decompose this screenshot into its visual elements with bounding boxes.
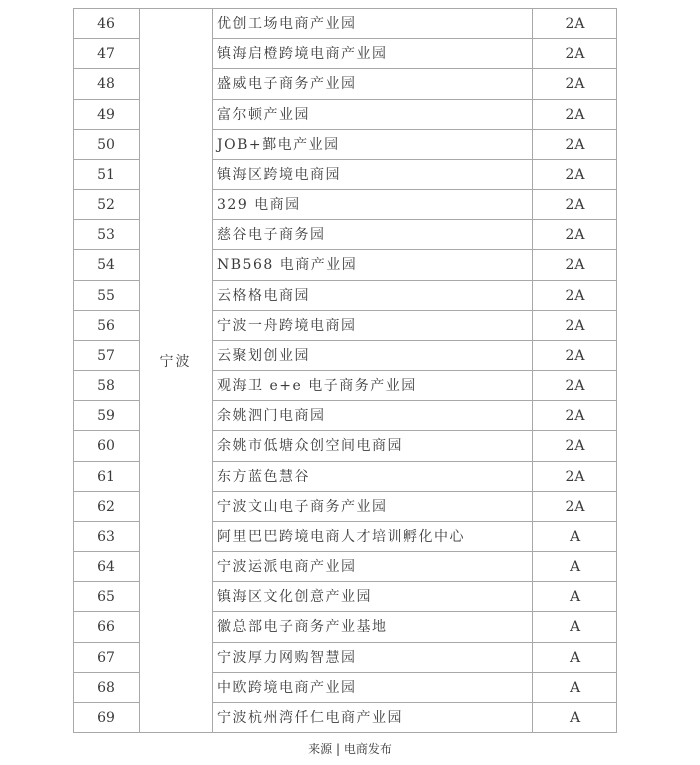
park-grade: 2A xyxy=(565,499,585,515)
park-grade: 2A xyxy=(565,197,585,213)
park-name: 云格格电商园 xyxy=(217,288,310,304)
park-grade: A xyxy=(569,619,581,635)
park-grade: 2A xyxy=(565,137,585,153)
park-grade: 2A xyxy=(565,76,585,92)
source-label: 来源 xyxy=(308,742,333,756)
park-grade: A xyxy=(569,589,581,605)
park-name: 盛威电子商务产业园 xyxy=(217,76,357,92)
row-number: 50 xyxy=(97,137,115,153)
row-number: 56 xyxy=(97,318,115,334)
source-separator: | xyxy=(335,742,341,756)
park-name: 宁波文山电子商务产业园 xyxy=(217,499,388,515)
row-number: 60 xyxy=(97,438,115,454)
park-grade: 2A xyxy=(565,46,585,62)
park-grade: 2A xyxy=(565,107,585,123)
row-number: 62 xyxy=(97,499,115,515)
park-name: 余姚市低塘众创空间电商园 xyxy=(217,438,403,454)
park-name: 观海卫 e+e 电子商务产业园 xyxy=(217,378,417,394)
park-name: 阿里巴巴跨境电商人才培训孵化中心 xyxy=(217,529,465,545)
park-name: 东方蓝色慧谷 xyxy=(217,469,310,485)
source-caption xyxy=(0,740,700,757)
row-number: 67 xyxy=(97,650,115,666)
row-number: 66 xyxy=(97,619,115,635)
row-number: 59 xyxy=(97,408,115,424)
city-cell: 宁波 xyxy=(159,354,192,370)
park-name: 宁波运派电商产业园 xyxy=(217,559,357,575)
row-number: 53 xyxy=(97,227,115,243)
park-grade: 2A xyxy=(565,16,585,32)
park-grade: A xyxy=(569,680,581,696)
park-name: 镇海区文化创意产业园 xyxy=(217,589,372,605)
row-number: 52 xyxy=(97,197,115,213)
park-grade: 2A xyxy=(565,167,585,183)
row-number: 49 xyxy=(97,107,115,123)
row-number: 46 xyxy=(97,16,115,32)
row-number: 63 xyxy=(97,529,115,545)
park-name: 徽总部电子商务产业基地 xyxy=(217,619,388,635)
source-value: 电商发布 xyxy=(343,742,392,756)
park-grade: 2A xyxy=(565,438,585,454)
park-grade: A xyxy=(569,650,581,666)
park-grade: 2A xyxy=(565,257,585,273)
park-table xyxy=(73,8,617,732)
park-name: 富尔顿产业园 xyxy=(217,107,310,123)
park-grade: 2A xyxy=(565,469,585,485)
park-name: 慈谷电子商务园 xyxy=(217,227,326,243)
row-number: 54 xyxy=(97,257,115,273)
table-column-border xyxy=(139,8,140,732)
park-grade: 2A xyxy=(565,348,585,364)
park-name: 329 电商园 xyxy=(217,197,301,213)
row-number: 58 xyxy=(97,378,115,394)
park-name: 云聚划创业园 xyxy=(217,348,310,364)
park-grade: A xyxy=(569,710,581,726)
row-number: 48 xyxy=(97,76,115,92)
park-name: 镇海启橙跨境电商产业园 xyxy=(217,46,388,62)
park-grade: 2A xyxy=(565,227,585,243)
park-name: 宁波一舟跨境电商园 xyxy=(217,318,357,334)
park-grade: A xyxy=(569,559,581,575)
park-grade: 2A xyxy=(565,318,585,334)
row-number: 64 xyxy=(97,559,115,575)
row-number: 61 xyxy=(97,469,115,485)
row-number: 55 xyxy=(97,288,115,304)
park-name: 中欧跨境电商产业园 xyxy=(217,680,357,696)
park-name: JOB+鄞电产业园 xyxy=(217,137,340,153)
park-grade: A xyxy=(569,529,581,545)
park-grade: 2A xyxy=(565,378,585,394)
row-number: 68 xyxy=(97,680,115,696)
row-number: 47 xyxy=(97,46,115,62)
park-name: 优创工场电商产业园 xyxy=(217,16,357,32)
row-number: 57 xyxy=(97,348,115,364)
park-grade: 2A xyxy=(565,408,585,424)
row-number: 51 xyxy=(97,167,115,183)
park-name: NB568 电商产业园 xyxy=(217,257,358,273)
park-grade: 2A xyxy=(565,288,585,304)
park-name: 宁波杭州湾仟仁电商产业园 xyxy=(217,710,403,726)
park-name: 余姚泗门电商园 xyxy=(217,408,326,424)
row-number: 65 xyxy=(97,589,115,605)
park-name: 宁波厚力网购智慧园 xyxy=(217,650,357,666)
park-name: 镇海区跨境电商园 xyxy=(217,167,341,183)
row-number: 69 xyxy=(97,710,115,726)
